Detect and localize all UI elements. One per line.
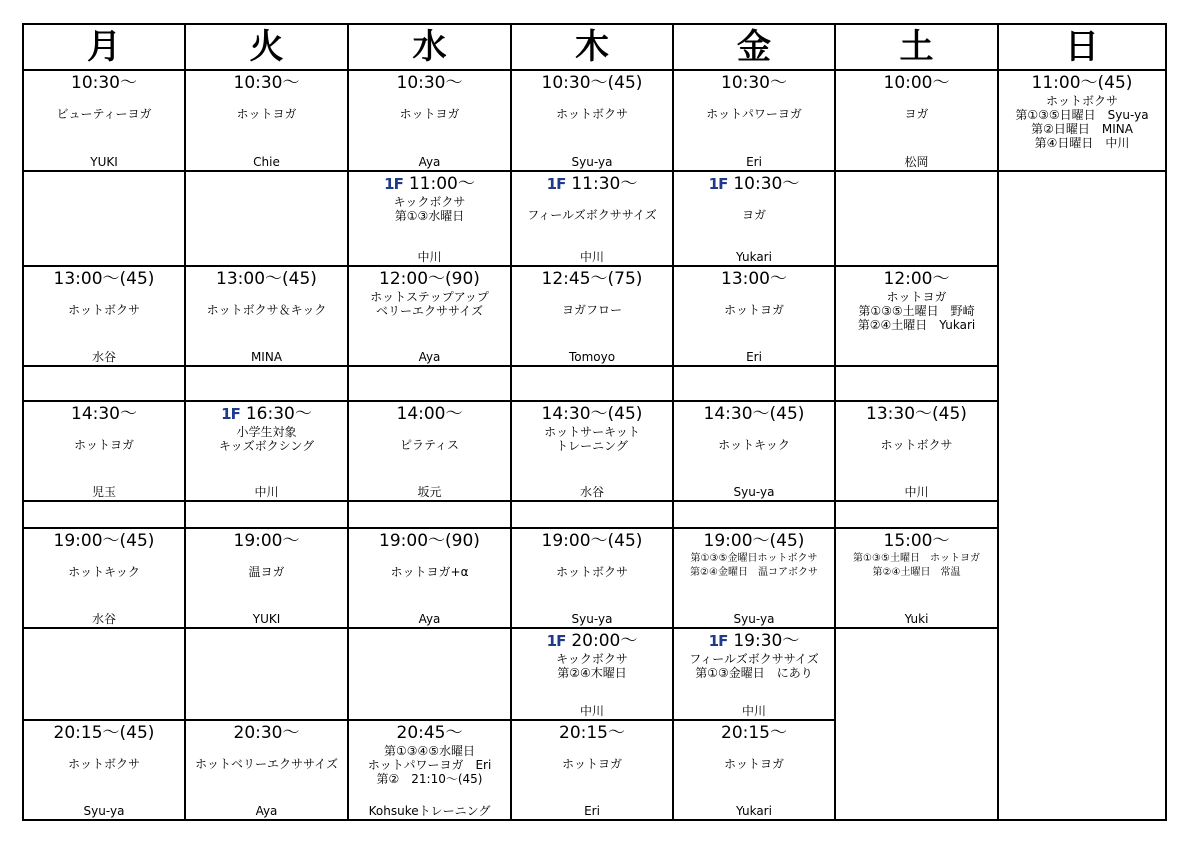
class-slot xyxy=(347,400,510,500)
class-detail-line: 第②④土曜日 Yukari xyxy=(857,318,976,332)
class-time xyxy=(512,173,672,195)
class-detail-line: ホットサーキット xyxy=(544,425,640,439)
instructor-name: Syu-ya xyxy=(571,612,613,626)
class-slot xyxy=(184,400,347,500)
instructor-name: Kohsukeトレーニング xyxy=(368,804,491,818)
gap-cell xyxy=(184,500,347,527)
empty-cell xyxy=(347,627,510,719)
class-detail-line: ホットヨガ xyxy=(723,757,784,771)
floor-badge: 1F xyxy=(708,175,728,193)
class-time xyxy=(674,72,834,94)
instructor-name: 中川 xyxy=(579,250,604,264)
gap-cell xyxy=(184,365,347,400)
class-time-text: 20:15〜 xyxy=(559,723,625,743)
floor-badge: 1F xyxy=(546,175,566,193)
class-slot xyxy=(510,69,672,170)
instructor-name: 中川 xyxy=(579,704,604,718)
gap-cell xyxy=(834,365,997,400)
class-name xyxy=(24,757,184,771)
class-slot xyxy=(184,527,347,627)
class-slot xyxy=(347,265,510,365)
class-detail-line: ピラティス xyxy=(399,438,460,452)
class-time-text: 11:30〜 xyxy=(571,174,638,194)
class-detail-line: ヨガフロー xyxy=(561,303,622,317)
class-name xyxy=(674,107,834,121)
class-time-text: 13:00〜 xyxy=(721,269,787,289)
class-name xyxy=(674,303,834,317)
class-slot xyxy=(510,627,672,719)
class-detail-line: キックボクサ xyxy=(556,652,628,666)
class-name xyxy=(186,565,347,579)
class-time xyxy=(349,173,510,195)
gap-cell xyxy=(347,365,510,400)
class-detail-line: キックボクサ xyxy=(393,195,466,209)
class-time-text: 19:00〜(45) xyxy=(703,531,805,551)
class-time-text: 12:45〜(75) xyxy=(541,269,643,289)
class-slot xyxy=(672,627,834,719)
class-time-text: 16:30〜 xyxy=(245,404,312,424)
gap-cell xyxy=(510,500,672,527)
class-detail-line: 第②④土曜日 常温 xyxy=(872,567,961,578)
class-detail-line: 第①③金曜日 にあり xyxy=(695,666,813,680)
class-time xyxy=(186,722,347,744)
class-slot xyxy=(510,170,672,265)
class-time-text: 20:45〜 xyxy=(396,723,463,743)
class-time xyxy=(512,268,672,290)
class-name xyxy=(512,565,672,579)
class-time xyxy=(836,268,997,290)
class-name xyxy=(512,757,672,771)
class-detail-line: 第①③⑤土曜日 野崎 xyxy=(858,304,975,318)
class-time-text: 11:00〜(45) xyxy=(1031,73,1133,93)
class-time xyxy=(674,722,834,744)
class-detail-line: ホットベリーエクササイズ xyxy=(194,757,339,771)
class-name xyxy=(349,107,510,121)
class-time xyxy=(349,530,510,552)
day-header: 月 xyxy=(22,23,184,69)
class-time xyxy=(24,268,184,290)
instructor-name: 中川 xyxy=(741,704,766,718)
instructor-name: 児玉 xyxy=(91,485,116,499)
class-slot xyxy=(347,719,510,821)
class-name xyxy=(836,107,997,121)
class-detail-line: 第②④木曜日 xyxy=(557,666,627,680)
class-name xyxy=(186,107,347,121)
class-detail-line: ホットボクサ xyxy=(1045,94,1118,108)
class-time-text: 20:15〜 xyxy=(721,723,787,743)
instructor-name: Eri xyxy=(746,155,762,169)
class-name xyxy=(674,757,834,771)
class-time-text: 20:15〜(45) xyxy=(53,723,155,743)
class-time-text: 13:00〜(45) xyxy=(216,269,317,289)
empty-cell xyxy=(834,170,997,265)
instructor-name: Yukari xyxy=(736,804,772,818)
class-time-text: 14:00〜 xyxy=(396,404,463,424)
instructor-name: Syu-ya xyxy=(733,612,775,626)
class-time xyxy=(186,403,347,425)
class-time xyxy=(186,72,347,94)
class-time xyxy=(186,268,347,290)
instructor-name: 松岡 xyxy=(904,155,929,169)
instructor-name: 坂元 xyxy=(417,485,442,499)
instructor-name: MINA xyxy=(250,350,283,364)
class-slot xyxy=(672,69,834,170)
class-time-text: 10:30〜 xyxy=(721,73,787,93)
class-detail-line: 第② 21:10〜(45) xyxy=(376,772,483,786)
class-name xyxy=(836,552,997,580)
class-time xyxy=(349,72,510,94)
class-time xyxy=(836,403,997,425)
class-time-text: 10:30〜 xyxy=(233,73,300,93)
class-time xyxy=(836,72,997,94)
class-slot xyxy=(834,69,997,170)
class-slot xyxy=(184,719,347,821)
class-slot xyxy=(672,170,834,265)
class-detail-line: 第④日曜日 中川 xyxy=(1034,136,1130,150)
class-detail-line: 温ヨガ xyxy=(248,565,285,579)
class-detail-line: 第①③水曜日 xyxy=(394,209,465,223)
class-time xyxy=(24,530,184,552)
class-time-text: 12:00〜(90) xyxy=(379,269,480,289)
class-slot xyxy=(22,719,184,821)
class-slot xyxy=(672,265,834,365)
class-name xyxy=(512,107,672,121)
class-time-text: 13:30〜(45) xyxy=(866,404,967,424)
class-name xyxy=(674,552,834,580)
empty-cell xyxy=(184,627,347,719)
class-slot xyxy=(834,265,997,365)
class-slot xyxy=(510,400,672,500)
class-time-text: 19:00〜(45) xyxy=(541,531,643,551)
day-header: 水 xyxy=(347,23,510,69)
class-detail-line: ホットヨガ xyxy=(561,757,622,771)
day-header: 日 xyxy=(997,23,1167,69)
instructor-name: 中川 xyxy=(904,485,929,499)
class-time xyxy=(674,268,834,290)
class-name xyxy=(186,303,347,317)
class-slot xyxy=(22,265,184,365)
gap-cell xyxy=(347,500,510,527)
class-name xyxy=(349,438,510,452)
class-time xyxy=(674,173,834,195)
class-time xyxy=(349,268,510,290)
instructor-name: 水谷 xyxy=(91,612,116,626)
class-slot xyxy=(347,527,510,627)
class-detail-line: ホットヨガ xyxy=(399,107,460,121)
instructor-name: Syu-ya xyxy=(733,485,775,499)
class-time-text: 19:00〜(90) xyxy=(379,531,480,551)
day-header: 土 xyxy=(834,23,997,69)
class-time-text: 14:30〜(45) xyxy=(703,404,805,424)
class-detail-line: ホットボクサ＆キック xyxy=(206,303,327,317)
class-detail-line: ヨガ xyxy=(904,107,929,121)
class-time-text: 19:00〜 xyxy=(233,531,300,551)
empty-cell xyxy=(834,627,997,821)
class-slot xyxy=(22,527,184,627)
class-name xyxy=(512,303,672,317)
instructor-name: YUKI xyxy=(252,612,281,626)
class-name xyxy=(349,744,510,786)
class-name xyxy=(186,757,347,771)
class-name xyxy=(836,438,997,452)
class-detail-line: ホットキック xyxy=(718,438,790,452)
class-name xyxy=(674,438,834,452)
instructor-name: 中川 xyxy=(417,250,442,264)
class-name xyxy=(512,208,672,222)
floor-badge: 1F xyxy=(384,175,403,193)
instructor-name: Tomoyo xyxy=(568,350,616,364)
class-detail-line: ホットヨガ xyxy=(886,290,947,304)
class-slot xyxy=(184,69,347,170)
class-name xyxy=(512,425,672,453)
class-time-text: 20:00〜 xyxy=(571,631,638,651)
class-time-text: 15:00〜 xyxy=(883,531,950,551)
instructor-name: Aya xyxy=(418,155,441,169)
class-name xyxy=(999,94,1165,150)
instructor-name: Chie xyxy=(253,155,280,169)
class-time xyxy=(999,72,1165,94)
class-slot xyxy=(184,265,347,365)
class-name xyxy=(24,438,184,452)
class-time xyxy=(24,72,184,94)
class-name xyxy=(186,425,347,453)
class-detail-line: ホットボクサ xyxy=(67,757,140,771)
class-detail-line: ホットボクサ xyxy=(555,565,628,579)
class-slot xyxy=(834,527,997,627)
class-slot xyxy=(347,170,510,265)
class-detail-line: ホットボクサ xyxy=(555,107,628,121)
class-detail-line: 小学生対象 xyxy=(236,425,297,439)
gap-cell xyxy=(672,365,834,400)
day-header: 金 xyxy=(672,23,834,69)
class-time-text: 10:30〜 xyxy=(396,73,463,93)
class-time-text: 11:00〜 xyxy=(408,174,475,194)
instructor-name: Eri xyxy=(584,804,600,818)
class-detail-line: フィールズボクササイズ xyxy=(527,208,657,222)
gap-cell xyxy=(510,365,672,400)
class-detail-line: ホットボクサ xyxy=(880,438,953,452)
instructor-name: Aya xyxy=(255,804,278,818)
class-time xyxy=(674,403,834,425)
class-name xyxy=(349,195,510,223)
class-detail-line: ホットヨガ xyxy=(73,438,134,452)
instructor-name: YUKI xyxy=(90,155,118,169)
class-slot xyxy=(22,69,184,170)
class-name xyxy=(674,652,834,680)
weekly-schedule-grid xyxy=(22,23,1167,821)
empty-cell xyxy=(22,627,184,719)
class-time xyxy=(349,722,510,744)
class-time-text: 10:30〜 xyxy=(71,73,137,93)
day-header: 木 xyxy=(510,23,672,69)
class-detail-line: ホットキック xyxy=(68,565,140,579)
class-time xyxy=(24,403,184,425)
class-detail-line: ベリーエクササイズ xyxy=(375,304,484,318)
class-name xyxy=(674,208,834,222)
class-name xyxy=(24,107,184,121)
class-time xyxy=(512,72,672,94)
instructor-name: 水谷 xyxy=(579,485,604,499)
class-time-text: 14:30〜 xyxy=(71,404,137,424)
class-detail-line: ホットボクサ xyxy=(67,303,140,317)
class-time-text: 10:30〜(45) xyxy=(541,73,643,93)
class-slot xyxy=(347,69,510,170)
instructor-name: Syu-ya xyxy=(571,155,613,169)
class-time-text: 13:00〜(45) xyxy=(53,269,155,289)
class-slot xyxy=(997,69,1167,170)
class-time-text: 19:30〜 xyxy=(733,631,800,651)
class-time-text: 14:30〜(45) xyxy=(541,404,643,424)
instructor-name: Syu-ya xyxy=(83,804,125,818)
class-slot xyxy=(510,265,672,365)
class-time xyxy=(512,722,672,744)
instructor-name: Yukari xyxy=(736,250,772,264)
class-time xyxy=(674,630,834,652)
class-name xyxy=(24,303,184,317)
class-slot xyxy=(672,400,834,500)
class-time xyxy=(186,530,347,552)
class-time xyxy=(674,530,834,552)
instructor-name: Eri xyxy=(746,350,762,364)
class-detail-line: 第②日曜日 MINA xyxy=(1031,122,1133,136)
class-detail-line: ホットパワーヨガ Eri xyxy=(367,758,492,772)
class-slot xyxy=(672,719,834,821)
empty-cell xyxy=(184,170,347,265)
class-detail-line: 第①③⑤金曜日ホットボクサ xyxy=(690,553,818,564)
instructor-name: 中川 xyxy=(254,485,279,499)
class-slot xyxy=(22,400,184,500)
class-detail-line: 第①③⑤土曜日 ホットヨガ xyxy=(853,553,980,564)
class-detail-line: ホットヨガ xyxy=(236,107,297,121)
class-detail-line: 第①③⑤日曜日 Syu-ya xyxy=(1015,108,1149,122)
class-time xyxy=(512,530,672,552)
day-header: 火 xyxy=(184,23,347,69)
class-slot xyxy=(834,400,997,500)
class-slot xyxy=(672,527,834,627)
class-time xyxy=(836,530,997,552)
instructor-name: Aya xyxy=(418,612,441,626)
class-name xyxy=(836,290,997,332)
floor-badge: 1F xyxy=(708,632,728,650)
class-name xyxy=(349,290,510,318)
class-detail-line: キッズボクシング xyxy=(218,439,315,453)
class-name xyxy=(512,652,672,680)
gap-cell xyxy=(22,500,184,527)
class-slot xyxy=(510,527,672,627)
class-detail-line: ホットステップアップ xyxy=(370,290,489,304)
class-time xyxy=(24,722,184,744)
class-detail-line: 第①③④⑤水曜日 xyxy=(383,744,476,758)
class-time-text: 10:00〜 xyxy=(883,73,950,93)
class-time xyxy=(512,630,672,652)
class-time xyxy=(512,403,672,425)
class-detail-line: トレーニング xyxy=(556,439,628,453)
class-time-text: 10:30〜 xyxy=(733,174,800,194)
floor-badge: 1F xyxy=(221,405,240,423)
class-detail-line: ホットヨガ+α xyxy=(390,565,469,579)
gap-cell xyxy=(834,500,997,527)
class-time-text: 12:00〜 xyxy=(883,269,950,289)
class-time xyxy=(349,403,510,425)
class-detail-line: ヨガ xyxy=(741,208,766,222)
class-slot xyxy=(510,719,672,821)
class-detail-line: フィールズボクササイズ xyxy=(689,652,819,666)
gap-cell xyxy=(22,365,184,400)
class-name xyxy=(349,565,510,579)
instructor-name: Yuki xyxy=(904,612,929,626)
class-detail-line: ビューティーヨガ xyxy=(56,107,152,121)
class-time-text: 19:00〜(45) xyxy=(53,531,155,551)
class-detail-line: ホットパワーヨガ xyxy=(706,107,802,121)
floor-badge: 1F xyxy=(546,632,566,650)
instructor-name: Aya xyxy=(418,350,441,364)
empty-cell xyxy=(997,170,1167,821)
gap-cell xyxy=(672,500,834,527)
class-detail-line: 第②④金曜日 温コアボクサ xyxy=(690,567,818,578)
instructor-name: 水谷 xyxy=(91,350,116,364)
class-time-text: 20:30〜 xyxy=(233,723,300,743)
class-detail-line: ホットヨガ xyxy=(723,303,784,317)
empty-cell xyxy=(22,170,184,265)
class-name xyxy=(24,565,184,579)
